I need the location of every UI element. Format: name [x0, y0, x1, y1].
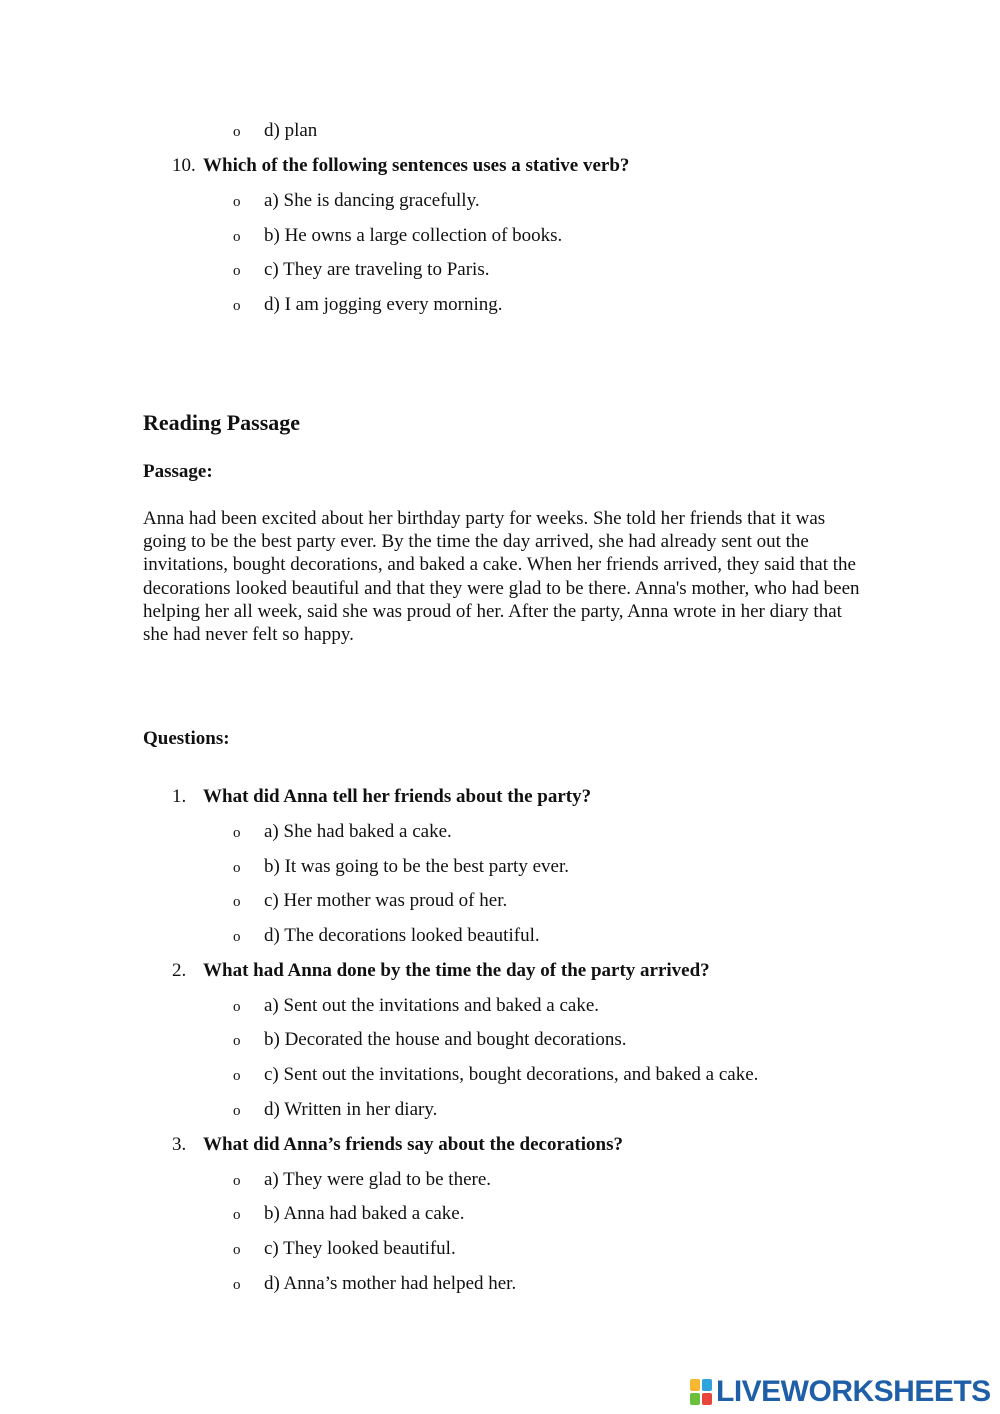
bullet-icon: o	[233, 1103, 241, 1119]
bullet-icon: o	[233, 999, 241, 1015]
option-item	[233, 1203, 464, 1226]
bullet-icon: o	[233, 263, 241, 279]
bullet-icon: o	[233, 124, 241, 140]
bullet-icon: o	[233, 1242, 241, 1258]
option-text: b) It was going to be the best party ever.	[264, 856, 569, 877]
option-text: d) I am jogging every morning.	[264, 294, 503, 315]
option-item	[233, 995, 599, 1018]
option-item	[233, 1169, 491, 1192]
bullet-icon: o	[233, 1277, 241, 1293]
bullet-icon: o	[233, 929, 241, 945]
questions-label: Questions:	[143, 728, 230, 749]
option-item	[233, 1064, 758, 1087]
bullet-icon: o	[233, 298, 241, 314]
question-10	[172, 155, 629, 177]
option-text: d) The decorations looked beautiful.	[264, 925, 540, 946]
option-text: d) Anna’s mother had helped her.	[264, 1273, 517, 1294]
question-text: What did Anna’s friends say about the decorations?	[203, 1134, 623, 1155]
option-text: b) He owns a large collection of books.	[264, 225, 563, 246]
bullet-icon: o	[233, 194, 241, 210]
option-text: a) She is dancing gracefully.	[264, 190, 480, 211]
bullet-icon: o	[233, 825, 241, 841]
option-item	[233, 890, 507, 913]
option-text: b) Decorated the house and bought decorations.	[264, 1029, 627, 1050]
question-3	[172, 1134, 623, 1156]
option-item	[233, 1099, 437, 1122]
option-text: b) Anna had baked a cake.	[264, 1203, 465, 1224]
option-item	[233, 190, 480, 213]
question-number: 2.	[172, 960, 187, 981]
question-number: 3.	[172, 1134, 187, 1155]
option-text: a) She had baked a cake.	[264, 821, 452, 842]
option-item	[233, 294, 503, 317]
option-item	[233, 1238, 456, 1261]
question-text: What had Anna done by the time the day of the party arrived?	[203, 960, 710, 981]
bullet-icon: o	[233, 1207, 241, 1223]
passage-label: Passage:	[143, 461, 213, 482]
option-text: d) Written in her diary.	[264, 1099, 438, 1120]
logo-text: LIVEWORKSHEETS	[716, 1375, 991, 1408]
option-item	[233, 259, 489, 282]
bullet-icon: o	[233, 1173, 241, 1189]
bullet-icon: o	[233, 1033, 241, 1049]
option-text: c) They are traveling to Paris.	[264, 259, 490, 280]
bullet-icon: o	[233, 894, 241, 910]
logo-mark-icon	[690, 1379, 712, 1405]
passage-text: Anna had been excited about her birthday party for weeks. She told her friends that it was going to be the best party ever. By the time the day arrived, she had already sent out the invitations, bought decorations, and baked a cake. When her friends arrived, they said that the decorations looked beautiful and that they were glad to be there. Anna's mother, who had been helping her all week, said she was proud of her. After the party, Anna wrote in her diary that she had never felt so happy.	[143, 508, 860, 646]
bullet-icon: o	[233, 860, 241, 876]
option-item	[233, 1273, 516, 1296]
question-number: 1.	[172, 786, 187, 807]
option-item	[233, 821, 452, 844]
option-text: d) plan	[264, 120, 318, 141]
option-item	[233, 1029, 626, 1052]
liveworksheets-logo	[690, 1377, 991, 1407]
option-item	[233, 856, 569, 879]
option-text: c) Sent out the invitations, bought decorations, and baked a cake.	[264, 1064, 759, 1085]
option-item	[233, 925, 540, 948]
option-item	[233, 225, 562, 248]
option-text: c) Her mother was proud of her.	[264, 890, 508, 911]
question-2	[172, 960, 710, 982]
section-title: Reading Passage	[143, 410, 301, 435]
question-1	[172, 786, 591, 808]
bullet-icon: o	[233, 229, 241, 245]
question-text: Which of the following sentences uses a stative verb?	[203, 155, 630, 176]
question-number: 10.	[172, 155, 196, 176]
bullet-icon: o	[233, 1068, 241, 1084]
option-text: c) They looked beautiful.	[264, 1238, 456, 1259]
option-text: a) Sent out the invitations and baked a cake.	[264, 995, 600, 1016]
question-text: What did Anna tell her friends about the party?	[203, 786, 592, 807]
option-text: a) They were glad to be there.	[264, 1169, 492, 1190]
option-item	[233, 120, 317, 143]
